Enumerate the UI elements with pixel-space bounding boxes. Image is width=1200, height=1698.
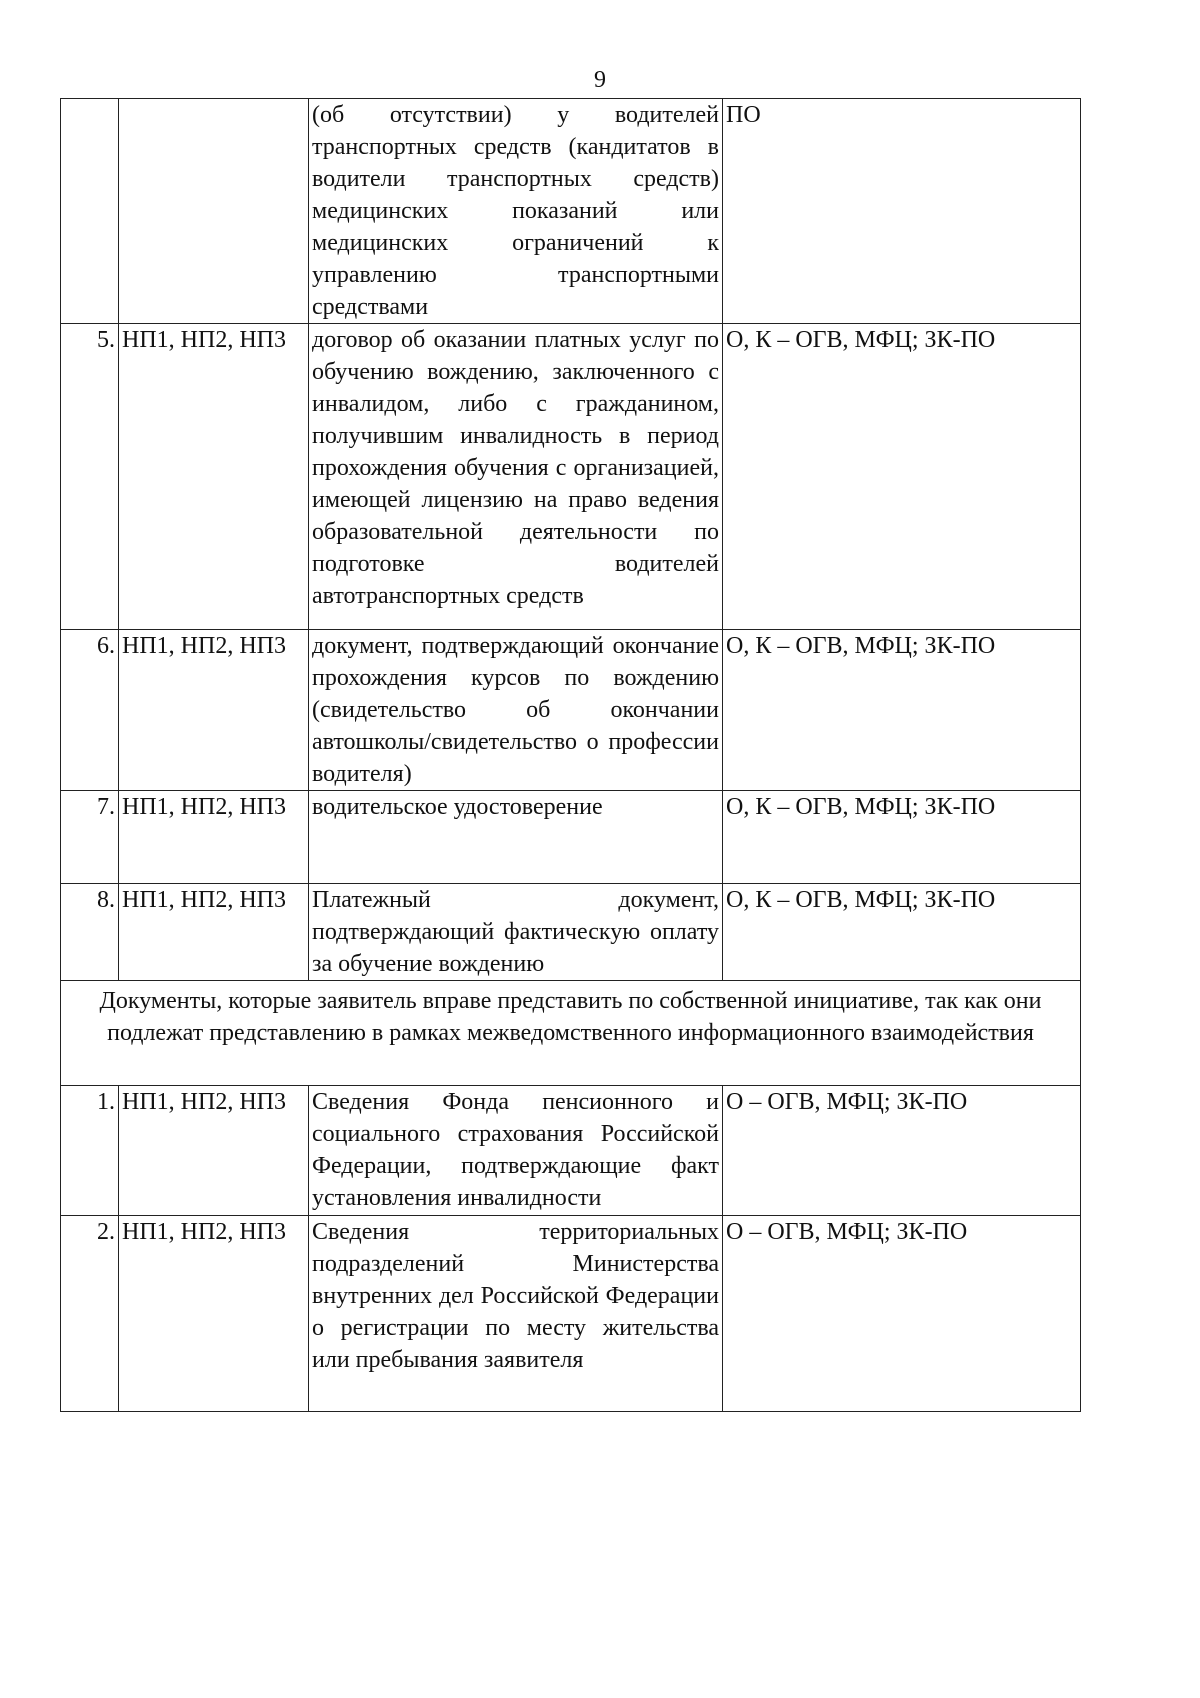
row-number: 8. [61, 884, 119, 981]
row-number: 5. [61, 324, 119, 630]
document-name: (об отсутствии) у водителей транспортных средств (кандитатов в водители транспортных средств) медицинских показаний или медицинских ограничений к управлению транспортными средствами [309, 99, 723, 324]
table-row [61, 1086, 1081, 1216]
submission-method: О – ОГВ, МФЦ; ЗК-ПО [723, 1086, 1081, 1216]
row-number: 7. [61, 791, 119, 884]
submission-method: О, К – ОГВ, МФЦ; ЗК-ПО [723, 630, 1081, 791]
table-row [61, 99, 1081, 324]
row-number [61, 99, 119, 324]
section-heading-row [61, 981, 1081, 1086]
row-codes: НП1, НП2, НП3 [119, 1086, 309, 1216]
document-name: Сведения территориальных подразделений Министерства внутренних дел Российской Федерации о регистрации по месту жительства или пребывания заявителя [309, 1216, 723, 1412]
row-number: 1. [61, 1086, 119, 1216]
document-name: документ, подтверждающий окончание прохождения курсов по вождению (свидетельство об окончании автошколы/свидетельство о профессии водителя) [309, 630, 723, 791]
table-row [61, 630, 1081, 791]
page-number: 9 [594, 67, 606, 93]
row-codes [119, 99, 309, 324]
row-codes: НП1, НП2, НП3 [119, 791, 309, 884]
row-number: 2. [61, 1216, 119, 1412]
table-row [61, 324, 1081, 630]
row-codes: НП1, НП2, НП3 [119, 1216, 309, 1412]
row-codes: НП1, НП2, НП3 [119, 324, 309, 630]
document-name: Платежный документ, подтверждающий фактическую оплату за обучение вождению [309, 884, 723, 981]
submission-method: О, К – ОГВ, МФЦ; ЗК-ПО [723, 884, 1081, 981]
table-row [61, 884, 1081, 981]
document-name: водительское удостоверение [309, 791, 723, 884]
row-codes: НП1, НП2, НП3 [119, 630, 309, 791]
table-row [61, 791, 1081, 884]
document-name: Сведения Фонда пенсионного и социального страхования Российской Федерации, подтверждающие факт установления инвалидности [309, 1086, 723, 1216]
row-number: 6. [61, 630, 119, 791]
section-heading: Документы, которые заявитель вправе представить по собственной инициативе, так как они подлежат представлению в рамках межведомственного информационного взаимодействия [61, 981, 1081, 1086]
submission-method: ПО [723, 99, 1081, 324]
submission-method: О – ОГВ, МФЦ; ЗК-ПО [723, 1216, 1081, 1412]
table-row [61, 1216, 1081, 1412]
document-name: договор об оказании платных услуг по обучению вождению, заключенного с инвалидом, либо с гражданином, получившим инвалидность в период прохождения обучения с организацией, имеющей лицензию на право ведения образовательной деятельности по подготовке водителей автотранспортных средств [309, 324, 723, 630]
submission-method: О, К – ОГВ, МФЦ; ЗК-ПО [723, 324, 1081, 630]
documents-table [60, 98, 1081, 1412]
row-codes: НП1, НП2, НП3 [119, 884, 309, 981]
submission-method: О, К – ОГВ, МФЦ; ЗК-ПО [723, 791, 1081, 884]
